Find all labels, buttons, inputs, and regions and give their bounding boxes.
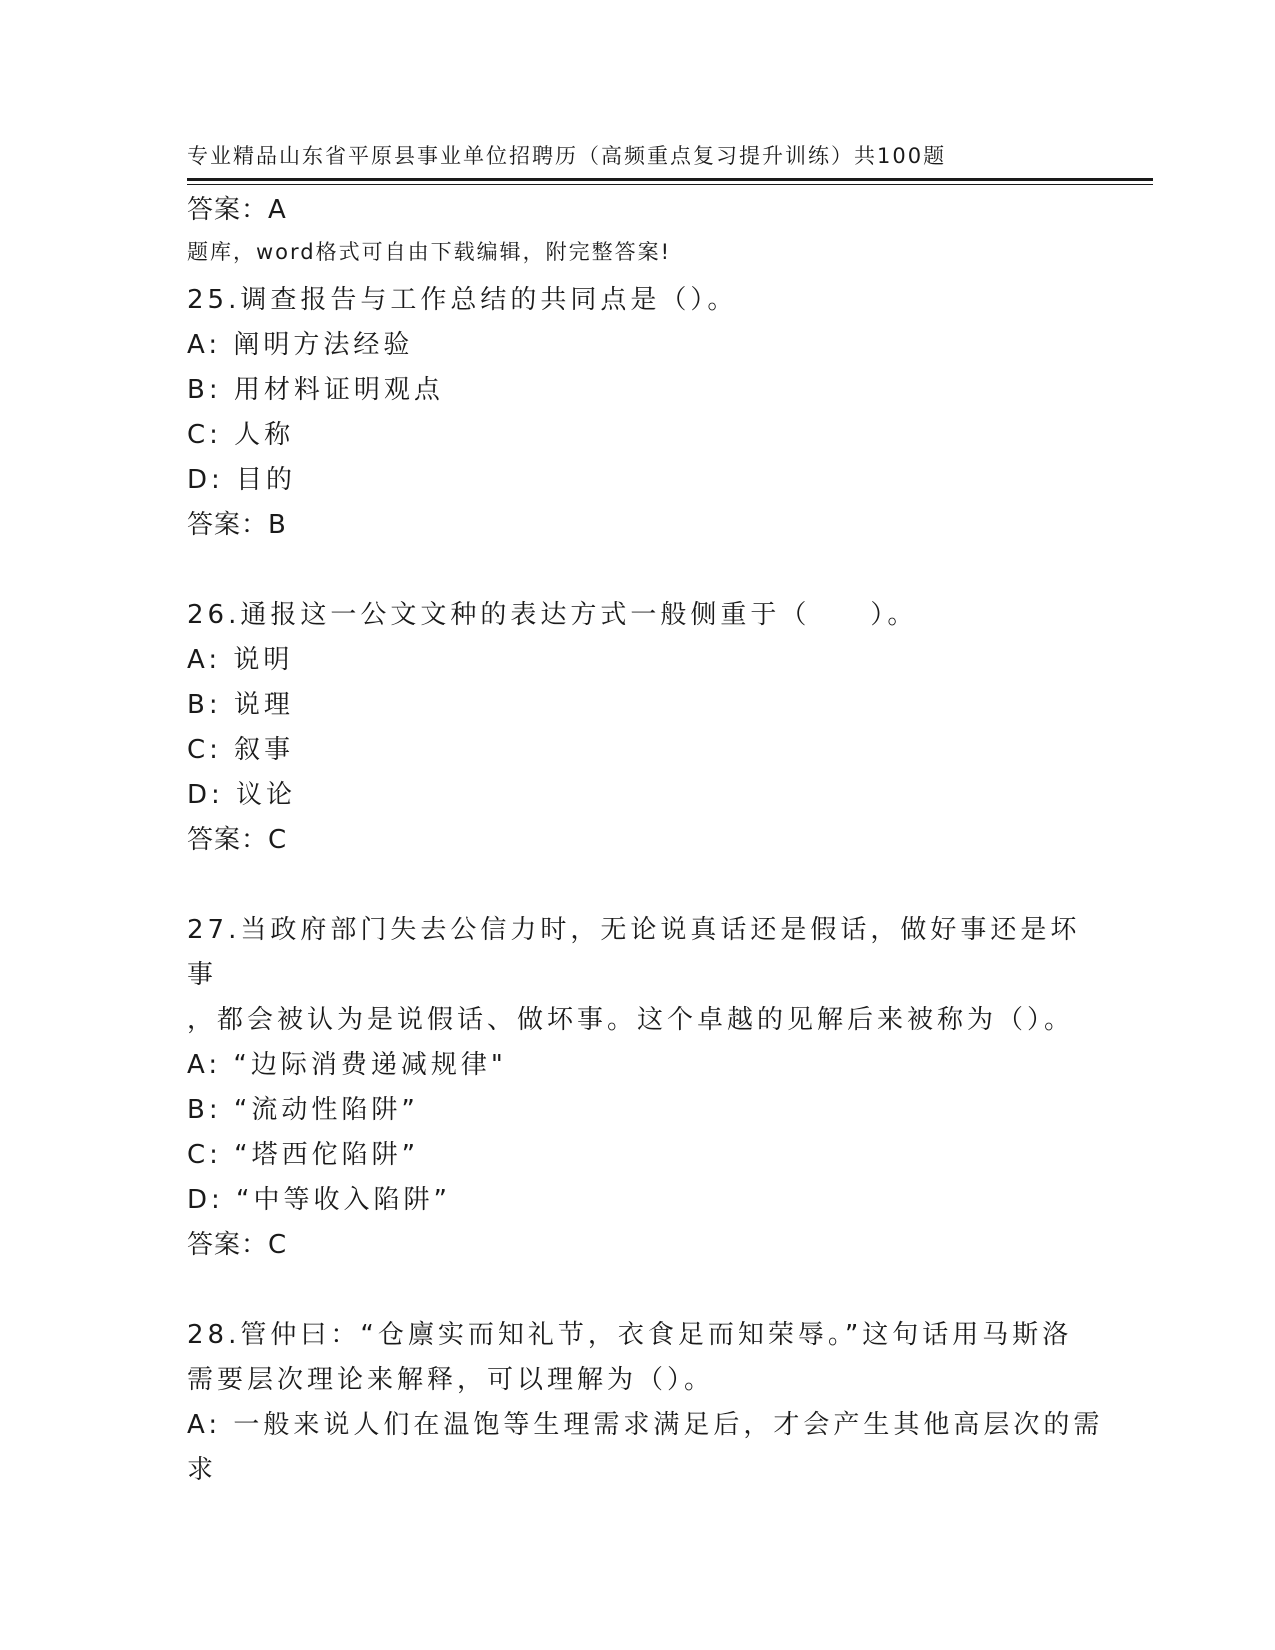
option-c: C: 人称 xyxy=(187,420,295,450)
answer: 答案：C xyxy=(187,825,288,855)
option-c: C: “塔西佗陷阱” xyxy=(187,1140,420,1170)
spacer xyxy=(187,233,1087,278)
question-text: 26.通报这一公文文种的表达方式一般侧重于（ ）。 xyxy=(187,600,918,630)
option-d: D: 议论 xyxy=(187,780,297,810)
question-text: 25.调查报告与工作总结的共同点是（）。 xyxy=(187,285,738,315)
header-rule-thick xyxy=(187,178,1153,181)
option-a: A: 说明 xyxy=(187,645,294,675)
option-a: A: 一般来说人们在温饱等生理需求满足后，才会产生其他高层次的需 xyxy=(187,1410,1104,1440)
document-body xyxy=(187,188,1104,1493)
option-b: B: 说理 xyxy=(187,690,294,720)
option-a: A: 阐明方法经验 xyxy=(187,330,414,360)
previous-answer: 答案：A xyxy=(187,195,287,225)
option-b: B: 用材料证明观点 xyxy=(187,375,444,405)
question-25 xyxy=(187,278,1087,548)
spacer xyxy=(187,863,1087,908)
header-line-2: 题库，word格式可自由下载编辑，附完整答案! xyxy=(187,240,672,264)
header-rule-thin xyxy=(187,184,1153,185)
option-b: B: “流动性陷阱” xyxy=(187,1095,419,1125)
header-line-1: 专业精品山东省平原县事业单位招聘历（高频重点复习提升训练）共100题 xyxy=(187,144,947,168)
question-27 xyxy=(187,908,1087,1268)
question-text-line-1: 27.当政府部门失去公信力时，无论说真话还是假话，做好事还是坏事 xyxy=(187,915,1081,990)
question-text-line-2: ，都会被认为是说假话、做坏事。这个卓越的见解后来被称为（）。 xyxy=(187,1005,1075,1035)
answer: 答案：B xyxy=(187,510,287,540)
spacer xyxy=(187,1268,1087,1313)
option-c: C: 叙事 xyxy=(187,735,295,765)
question-28 xyxy=(187,1313,1104,1493)
option-d: D: “中等收入陷阱” xyxy=(187,1185,451,1215)
question-26 xyxy=(187,593,1087,863)
option-a: A: “边际消费递减规律" xyxy=(187,1050,507,1080)
question-text-line-1: 28.管仲曰：“仓廪实而知礼节，衣食足而知荣辱。”这句话用马斯洛 xyxy=(187,1320,1073,1350)
option-d: D: 目的 xyxy=(187,465,297,495)
option-a-continued: 求 xyxy=(187,1455,218,1485)
spacer xyxy=(187,548,1087,593)
question-text-line-2: 需要层次理论来解释，可以理解为（）。 xyxy=(187,1365,715,1395)
answer: 答案：C xyxy=(187,1230,288,1260)
